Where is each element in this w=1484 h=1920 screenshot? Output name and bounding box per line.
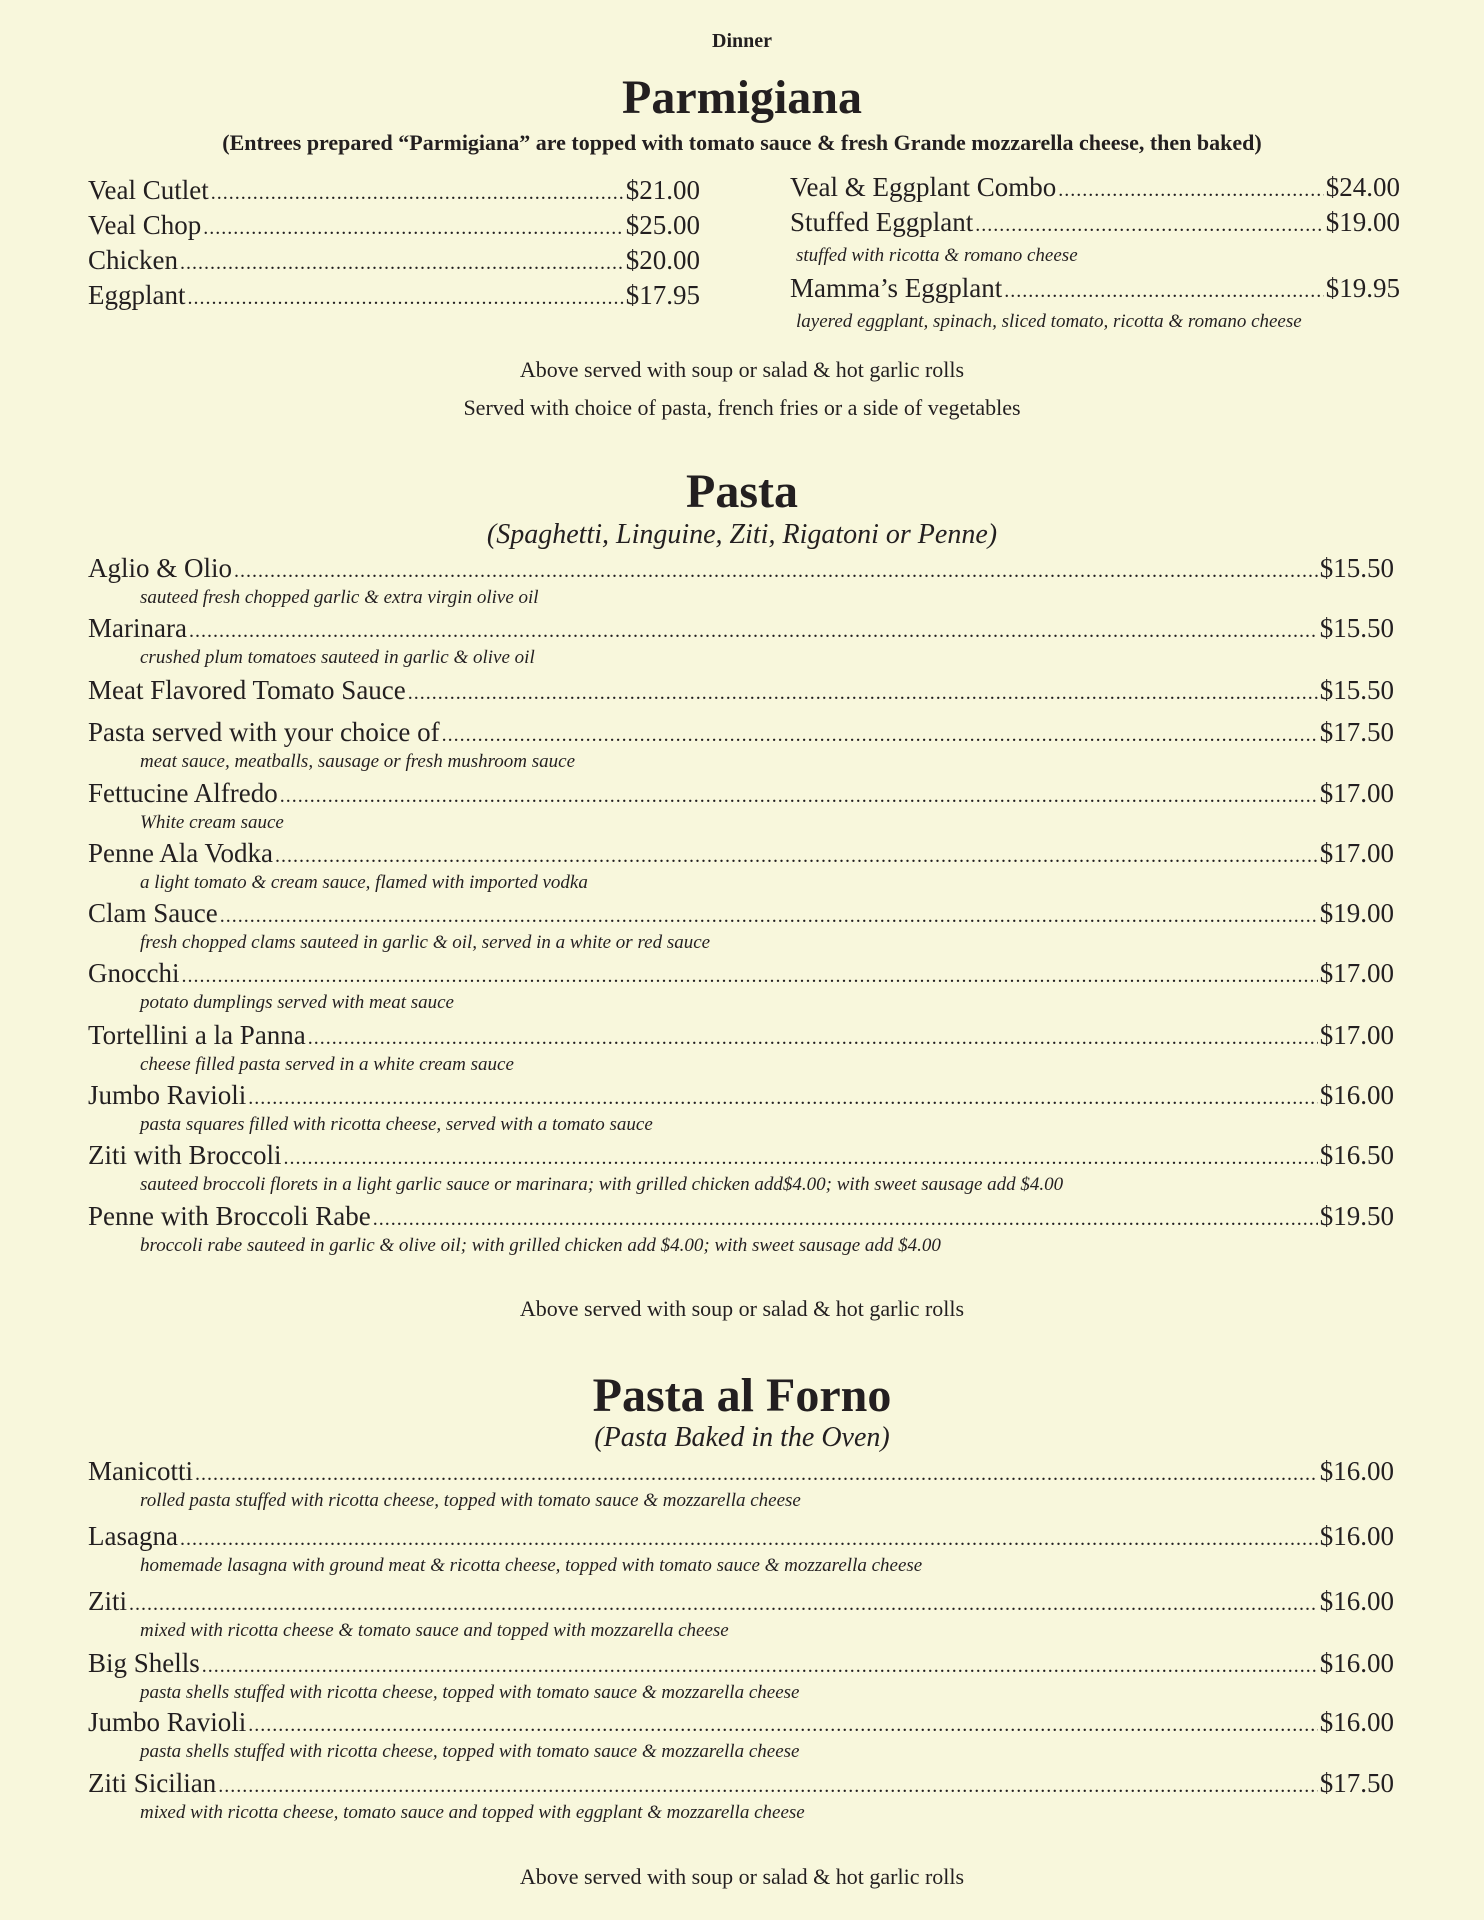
item-price: $17.50 <box>1319 1768 1394 1798</box>
item-description: mixed with ricotta cheese & tomato sauce and topped with mozzarella cheese <box>140 1620 729 1641</box>
item-description: sauteed fresh chopped garlic & extra virgin olive oil <box>140 587 539 608</box>
menu-item <box>790 172 1400 203</box>
item-name: Manicotti <box>88 1456 193 1486</box>
section-note: Above served with soup or salad & hot garlic rolls <box>519 1296 965 1321</box>
item-price: $20.00 <box>625 245 700 275</box>
item-price: $15.50 <box>1319 613 1394 643</box>
section-subtitle-parmigiana: (Entrees prepared “Parmigiana” are topped with tomato sauce & fresh Grande mozzarella cheese, then baked) <box>222 130 1262 155</box>
dot-leader <box>248 1707 1317 1738</box>
section-title-forno: Pasta al Forno <box>592 1369 892 1422</box>
item-description: pasta squares filled with ricotta cheese, served with a tomato sauce <box>140 1114 653 1135</box>
dot-leader <box>442 717 1318 748</box>
item-price: $16.00 <box>1319 1586 1394 1616</box>
item-name: Tortellini a la Panna <box>88 1020 306 1050</box>
menu-item <box>88 1707 1394 1738</box>
menu-item <box>88 1020 1394 1051</box>
item-name: Lasagna <box>88 1521 178 1551</box>
item-name: Jumbo Ravioli <box>88 1707 247 1737</box>
section-note: Above served with soup or salad & hot garlic rolls <box>519 1864 965 1889</box>
item-description: cheese filled pasta served in a white cream sauce <box>140 1054 514 1075</box>
menu-item <box>88 675 1394 706</box>
menu-item <box>88 1586 1394 1617</box>
item-price: $17.95 <box>625 280 700 310</box>
item-price: $17.00 <box>1319 1020 1394 1050</box>
item-name: Veal Chop <box>88 210 202 240</box>
menu-item <box>88 1521 1394 1552</box>
dot-leader <box>1004 273 1324 304</box>
dot-leader <box>181 958 1317 989</box>
item-price: $16.00 <box>1319 1707 1394 1737</box>
menu-item <box>88 1456 1394 1487</box>
section-title-parmigiana: Parmigiana <box>622 71 862 124</box>
item-description: potato dumplings served with meat sauce <box>140 992 454 1013</box>
item-description: broccoli rabe sauteed in garlic & olive oil; with grilled chicken add $4.00; with sweet sausage add $4.00 <box>140 1235 941 1256</box>
item-price: $19.00 <box>1325 207 1400 237</box>
item-description: layered eggplant, spinach, sliced tomato, ricotta & romano cheese <box>796 311 1302 332</box>
item-name: Mamma’s Eggplant <box>790 273 1003 303</box>
item-name: Ziti Sicilian <box>88 1768 217 1798</box>
item-name: Veal & Eggplant Combo <box>790 172 1057 202</box>
item-name: Chicken <box>88 245 178 275</box>
item-name: Pasta served with your choice of <box>88 717 440 747</box>
item-price: $16.00 <box>1319 1648 1394 1678</box>
menu-item <box>88 613 1394 644</box>
item-price: $17.00 <box>1319 778 1394 808</box>
item-name: Aglio & Olio <box>88 553 233 583</box>
item-description: rolled pasta stuffed with ricotta cheese, topped with tomato sauce & mozzarella cheese <box>140 1490 801 1511</box>
item-description: crushed plum tomatoes sauteed in garlic & olive oil <box>140 647 535 668</box>
dot-leader <box>202 1648 1318 1679</box>
item-price: $15.50 <box>1319 553 1394 583</box>
dot-leader <box>234 553 1318 584</box>
item-name: Penne with Broccoli Rabe <box>88 1201 371 1231</box>
item-price: $16.00 <box>1319 1456 1394 1486</box>
item-price: $19.00 <box>1319 898 1394 928</box>
item-description: White cream sauce <box>140 812 284 833</box>
item-name: Meat Flavored Tomato Sauce <box>88 675 406 705</box>
dot-leader <box>280 778 1318 809</box>
item-name: Fettucine Alfredo <box>88 778 278 808</box>
menu-item <box>88 245 700 276</box>
item-description: meat sauce, meatballs, sausage or fresh mushroom sauce <box>140 751 576 772</box>
item-description: sauteed broccoli florets in a light garlic sauce or marinara; with grilled chicken add$4.00; with sweet sausage add $4.00 <box>140 1174 1064 1195</box>
section-subtitle-forno: (Pasta Baked in the Oven) <box>594 1422 890 1453</box>
item-description: stuffed with ricotta & romano cheese <box>796 245 1078 266</box>
dot-leader <box>129 1586 1318 1617</box>
item-description: homemade lasagna with ground meat & ricotta cheese, topped with tomato sauce & mozzarella cheese <box>140 1555 923 1576</box>
section-title-pasta: Pasta <box>686 465 798 518</box>
item-price: $17.00 <box>1319 838 1394 868</box>
item-name: Gnocchi <box>88 958 180 988</box>
page-label: Dinner <box>712 30 772 52</box>
dot-leader <box>180 245 624 276</box>
menu-item <box>88 717 1394 748</box>
item-name: Stuffed Eggplant <box>790 207 974 237</box>
dot-leader <box>187 280 623 311</box>
dot-leader <box>220 898 1318 929</box>
menu-item <box>88 1768 1394 1799</box>
menu-item <box>88 838 1394 869</box>
section-note: Above served with soup or salad & hot garlic rolls <box>519 357 965 382</box>
dot-leader <box>1058 172 1324 203</box>
dot-leader <box>189 613 1318 644</box>
dot-leader <box>248 1080 1317 1111</box>
dot-leader <box>275 838 1318 869</box>
menu-item <box>790 273 1400 304</box>
item-price: $15.50 <box>1319 675 1394 705</box>
menu-item <box>88 553 1394 584</box>
dot-leader <box>408 675 1318 706</box>
dot-leader <box>211 175 624 206</box>
item-name: Jumbo Ravioli <box>88 1080 247 1110</box>
item-price: $25.00 <box>625 210 700 240</box>
item-price: $17.50 <box>1319 717 1394 747</box>
item-price: $19.95 <box>1325 273 1400 303</box>
dot-leader <box>203 210 624 241</box>
menu-item <box>88 1080 1394 1111</box>
menu-item <box>790 207 1400 238</box>
menu-item <box>88 1201 1394 1232</box>
dot-leader <box>975 207 1324 238</box>
section-subtitle-pasta: (Spaghetti, Linguine, Ziti, Rigatoni or Penne) <box>486 519 998 550</box>
menu-item <box>88 210 700 241</box>
item-name: Penne Ala Vodka <box>88 838 273 868</box>
item-price: $16.50 <box>1319 1140 1394 1170</box>
item-description: pasta shells stuffed with ricotta cheese, topped with tomato sauce & mozzarella cheese <box>140 1682 800 1703</box>
item-price: $17.00 <box>1319 958 1394 988</box>
menu-item <box>88 958 1394 989</box>
item-price: $21.00 <box>625 175 700 205</box>
menu-item <box>88 280 700 311</box>
item-price: $24.00 <box>1325 172 1400 202</box>
item-description: a light tomato & cream sauce, flamed with imported vodka <box>140 872 588 893</box>
dot-leader <box>308 1020 1318 1051</box>
dot-leader <box>373 1201 1318 1232</box>
item-description: fresh chopped clams sauteed in garlic & oil, served in a white or red sauce <box>140 932 711 953</box>
item-price: $16.00 <box>1319 1521 1394 1551</box>
dot-leader <box>180 1521 1318 1552</box>
dot-leader <box>195 1456 1318 1487</box>
item-name: Clam Sauce <box>88 898 218 928</box>
menu-item <box>88 1648 1394 1679</box>
item-name: Big Shells <box>88 1648 200 1678</box>
menu-item <box>88 898 1394 929</box>
section-note: Served with choice of pasta, french fries or a side of vegetables <box>463 395 1021 420</box>
dot-leader <box>283 1140 1317 1171</box>
item-name: Ziti <box>88 1586 127 1616</box>
item-price: $19.50 <box>1319 1201 1394 1231</box>
menu-item <box>88 778 1394 809</box>
item-name: Eggplant <box>88 280 186 310</box>
menu-item <box>88 175 700 206</box>
item-name: Ziti with Broccoli <box>88 1140 282 1170</box>
item-description: mixed with ricotta cheese, tomato sauce and topped with eggplant & mozzarella cheese <box>140 1802 805 1823</box>
item-description: pasta shells stuffed with ricotta cheese, topped with tomato sauce & mozzarella cheese <box>140 1741 800 1762</box>
menu-item <box>88 1140 1394 1171</box>
dot-leader <box>218 1768 1318 1799</box>
item-price: $16.00 <box>1319 1080 1394 1110</box>
item-name: Marinara <box>88 613 187 643</box>
item-name: Veal Cutlet <box>88 175 209 205</box>
